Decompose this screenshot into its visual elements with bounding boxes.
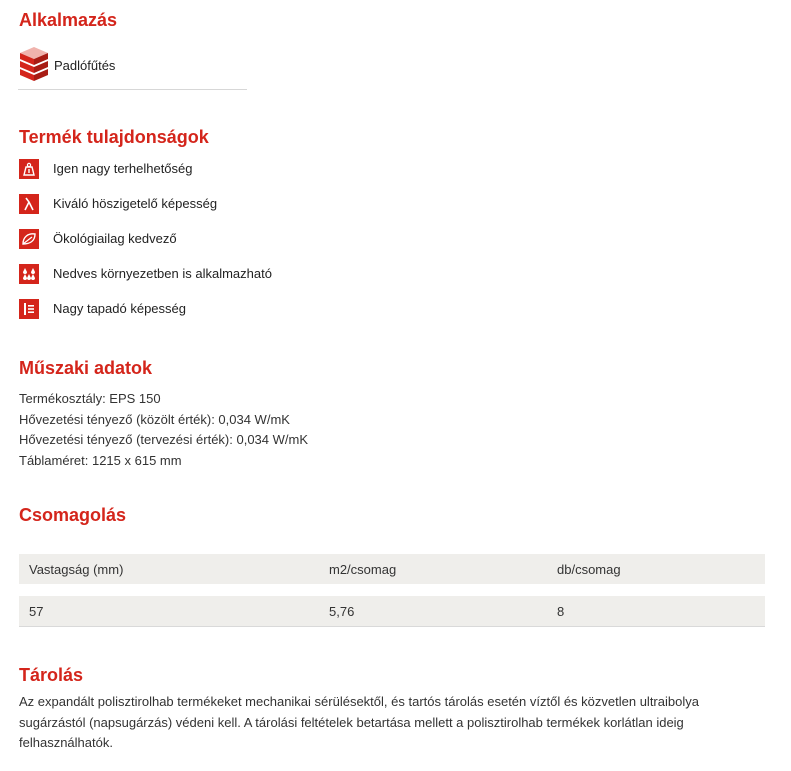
table-row	[19, 596, 765, 627]
storage-heading: Tárolás	[19, 665, 84, 685]
property-label: Igen nagy terhelhetőség	[53, 161, 193, 176]
water-drops-icon	[19, 264, 39, 284]
property-item-ecological	[19, 229, 419, 251]
application-heading: Alkalmazás	[19, 10, 118, 30]
property-item-adhesion	[19, 299, 419, 321]
floor-heating-icon	[18, 47, 50, 83]
leaf-icon	[19, 229, 39, 249]
table-cell: 5,76	[329, 604, 355, 619]
packaging-table	[19, 554, 765, 627]
technical-heading: Műszaki adatok	[19, 358, 153, 378]
property-item-moisture	[19, 264, 419, 286]
table-header-row	[19, 554, 765, 584]
property-item-load	[19, 159, 419, 181]
table-cell: 8	[557, 604, 565, 619]
technical-line: Hővezetési tényező (közölt érték): 0,034 W/mK	[19, 411, 290, 427]
application-item-label: Padlófűtés	[54, 58, 116, 73]
adhesion-icon	[19, 299, 39, 319]
lambda-icon	[19, 194, 39, 214]
property-label: Kiváló höszigetelő képesség	[53, 196, 218, 211]
technical-line: Táblaméret: 1215 x 615 mm	[19, 452, 182, 468]
properties-heading: Termék tulajdonságok	[19, 127, 209, 147]
storage-text: Az expandált polisztirolhab termékeket mechanikai sérülésektől, és tartós tárolás esetén víztől és közvetlen ultraibolya sugárzástól (napsugárzás) védeni kell. A tárolási feltételek betartása mellett a polisztirolhab termékek korlátlan ideig felhasználhatók.	[19, 694, 699, 750]
property-label: Nedves környezetben is alkalmazható	[53, 266, 272, 281]
load-weight-icon	[19, 159, 39, 179]
divider	[18, 89, 247, 90]
technical-line: Hővezetési tényező (tervezési érték): 0,034 W/mK	[19, 432, 309, 447]
application-item-floor-heating	[18, 47, 248, 83]
property-item-insulation	[19, 194, 419, 216]
table-header-cell: db/csomag	[557, 562, 621, 577]
table-cell: 57	[29, 604, 44, 619]
technical-line: Termékosztály: EPS 150	[19, 391, 161, 406]
packaging-heading: Csomagolás	[19, 505, 127, 525]
property-label: Nagy tapadó képesség	[53, 301, 186, 316]
technical-data	[19, 389, 308, 471]
table-header-cell: m2/csomag	[329, 562, 397, 577]
property-label: Ökológiailag kedvező	[53, 231, 177, 246]
table-header-cell: Vastagság (mm)	[29, 562, 124, 577]
